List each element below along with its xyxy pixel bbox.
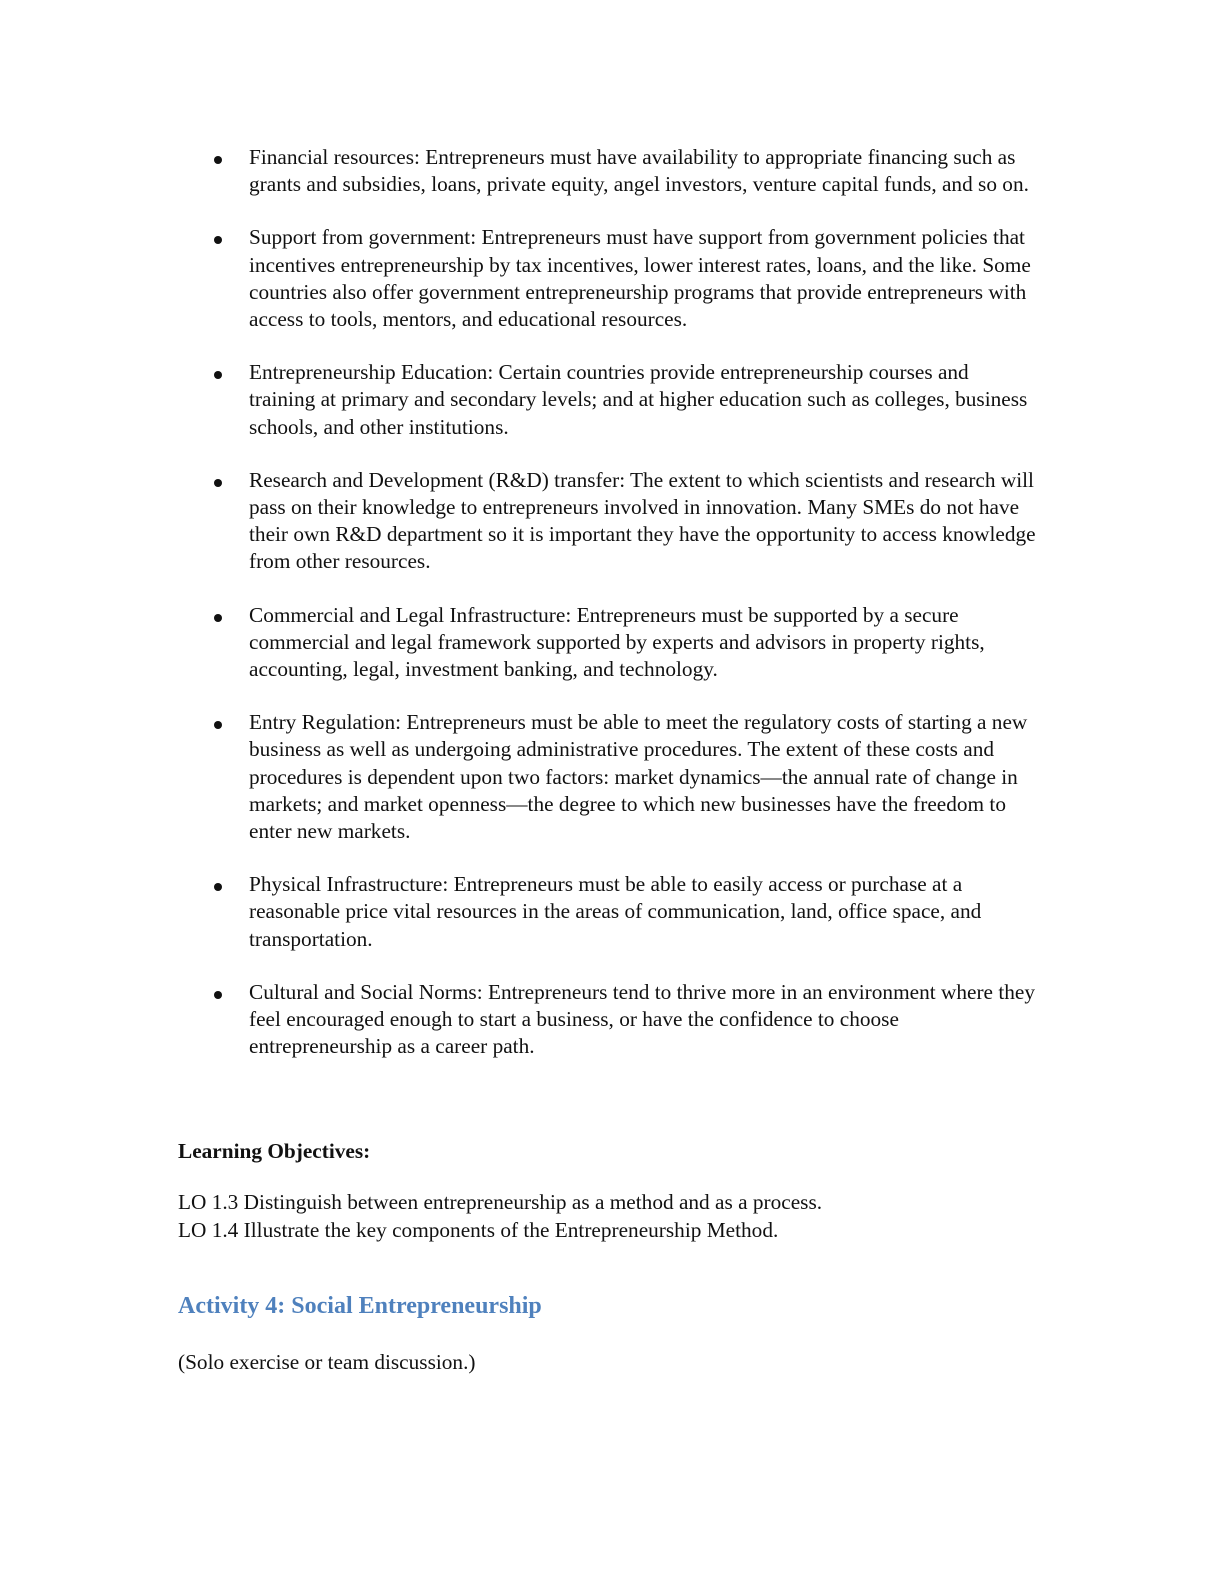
bullet-icon	[214, 479, 222, 487]
list-item	[178, 467, 1038, 576]
list-item	[178, 359, 1038, 441]
bullet-icon	[214, 236, 222, 244]
bullet-text: Entry Regulation: Entrepreneurs must be able to meet the regulatory costs of starting a new business as well as undergoing administrative procedures. The extent of these costs and procedures is dependent upon two factors: market dynamics—the annual rate of change in markets; and market openness—the degree to which new businesses have the freedom to enter new markets.	[249, 710, 1028, 844]
activity-heading: Activity 4: Social Entrepreneurship	[178, 1293, 542, 1319]
learning-objectives-list	[178, 1189, 822, 1244]
bullet-text: Physical Infrastructure: Entrepreneurs must be able to easily access or purchase at a reasonable price vital resources in the areas of communication, land, office space, and transportation.	[249, 872, 982, 951]
bullet-text: Entrepreneurship Education: Certain countries provide entrepreneurship courses and training at primary and secondary levels; and at higher education such as colleges, business schools, and other institutions.	[249, 360, 1028, 439]
learning-objectives-heading: Learning Objectives:	[178, 1139, 371, 1163]
bullet-icon	[214, 883, 222, 891]
bullet-icon	[214, 991, 222, 999]
list-item	[178, 224, 1038, 333]
list-item	[178, 144, 1038, 198]
bullet-text: Commercial and Legal Infrastructure: Entrepreneurs must be supported by a secure commercial and legal framework supported by experts and advisors in property rights, accounting, legal, investment banking, and technology.	[249, 602, 985, 682]
bullet-icon	[214, 614, 222, 622]
learning-objective-item: LO 1.3 Distinguish between entrepreneurship as a method and as a process.	[178, 1190, 823, 1214]
bullet-icon	[214, 371, 222, 379]
bullet-text: Cultural and Social Norms: Entrepreneurs tend to thrive more in an environment where they feel encouraged enough to start a business, or have the confidence to choose entrepreneurship as a career path.	[249, 979, 1035, 1059]
bullet-list	[178, 144, 1038, 1086]
learning-objective-item: LO 1.4 Illustrate the key components of the Entrepreneurship Method.	[178, 1217, 779, 1242]
list-item	[178, 602, 1038, 684]
bullet-text: Financial resources: Entrepreneurs must have availability to appropriate financing such as grants and subsidies, loans, private equity, angel investors, venture capital funds, and so on.	[249, 145, 1029, 197]
activity-note: (Solo exercise or team discussion.)	[178, 1350, 476, 1374]
list-item	[178, 871, 1038, 953]
bullet-icon	[214, 156, 222, 164]
bullet-text: Support from government: Entrepreneurs must have support from government policies that incentives entrepreneurship by tax incentives, lower interest rates, loans, and the like. Some countries also offer government entrepreneurship programs that provide entrepreneurs with access to tools, mentors, and educational resources.	[249, 225, 1031, 332]
list-item	[178, 979, 1038, 1061]
bullet-icon	[214, 721, 222, 729]
list-item	[178, 709, 1038, 845]
bullet-text: Research and Development (R&D) transfer: The extent to which scientists and research will pass on their knowledge to entrepreneurs involved in innovation. Many SMEs do not have their own R&D department so it is important they have the opportunity to access knowledge from other resources.	[249, 467, 1036, 574]
